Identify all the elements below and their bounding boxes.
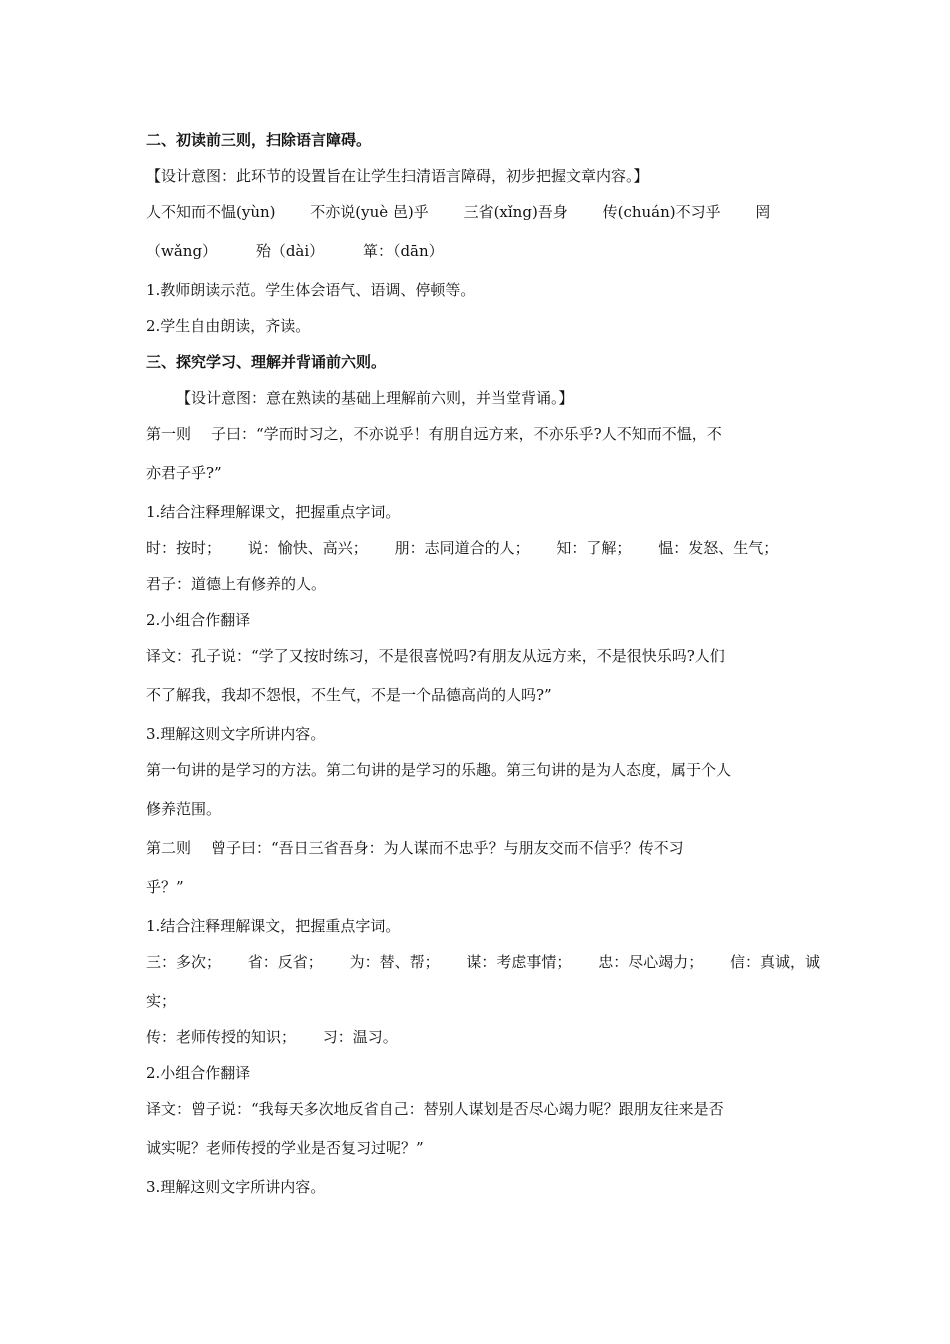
pinyin-item: 传(chuán)不习乎 xyxy=(602,203,721,221)
gloss-item: 谋：考虑事情； xyxy=(466,953,572,971)
gloss-item: 省：反省； xyxy=(247,953,323,971)
gloss-item: 三：多次； xyxy=(146,953,222,971)
gloss-item: 习：温习。 xyxy=(322,1028,398,1046)
first-gloss-line-2: 君子：道德上有修养的人。 xyxy=(146,575,327,593)
second-translation-line-1: 译文：曾子说：“我每天多次地反省自己：替别人谋划是否尽心竭力呢？跟朋友往来是否 xyxy=(146,1100,724,1118)
design-intent-3: 【设计意图：意在熟读的基础上理解前六则，并当堂背诵。】 xyxy=(176,389,574,407)
pinyin-item: 殆（dài） xyxy=(255,242,325,260)
gloss-item: 朋：志同道合的人； xyxy=(394,539,530,557)
quote-label: 第二则 xyxy=(146,839,192,857)
gloss-item: 信：真诚，诚 xyxy=(729,953,820,971)
second-gloss-line-3 xyxy=(146,1019,806,1055)
second-gloss-line-2: 实； xyxy=(146,992,177,1010)
pinyin-line-2 xyxy=(146,233,806,272)
gloss-item: 知：了解； xyxy=(556,539,632,557)
first-translation-line-1: 译文：孔子说：“学了又按时练习，不是很喜悦吗?有朋友从远方来，不是很快乐吗?人们 xyxy=(146,647,725,665)
quote-text: 子曰：“学而时习之，不亦说乎！有朋自远方来，不亦乐乎?人不知而不愠，不 xyxy=(211,425,722,443)
section-heading-3: 三、探究学习、理解并背诵前六则。 xyxy=(146,353,387,371)
pinyin-item: 人不知而不愠(yùn) xyxy=(146,203,276,221)
first-content-line-1: 第一句讲的是学习的方法。第二句讲的是学习的乐趣。第三句讲的是为人态度，属于个人 xyxy=(146,761,732,779)
gloss-item: 时：按时； xyxy=(146,539,222,557)
step-item: 1.教师朗读示范。学生体会语气、语调、停顿等。 xyxy=(146,281,476,299)
pinyin-item: 不亦说(yuè 邑)乎 xyxy=(310,203,429,221)
pinyin-item: 罔 xyxy=(755,203,771,221)
quote-text: 曾子曰：“吾日三省吾身：为人谋而不忠乎？与朋友交而不信乎？传不习 xyxy=(211,839,684,857)
section-heading-2: 二、初读前三则，扫除语言障碍。 xyxy=(146,131,372,149)
first-quote-line-1 xyxy=(146,416,806,455)
design-intent-2: 【设计意图：此环节的设置旨在让学生扫清语言障碍，初步把握文章内容。】 xyxy=(146,167,649,185)
pinyin-item: 三省(xǐng)吾身 xyxy=(463,203,568,221)
second-quote-line-1 xyxy=(146,830,806,869)
second-quote-line-2: 乎？” xyxy=(146,878,184,896)
pinyin-line-1 xyxy=(146,194,806,233)
step-item: 1.结合注释理解课文，把握重点字词。 xyxy=(146,503,401,521)
second-gloss-line-1 xyxy=(146,944,820,983)
first-content-line-2: 修养范围。 xyxy=(146,800,222,818)
first-quote-line-2: 亦君子乎?” xyxy=(146,464,222,482)
step-item: 2.小组合作翻译 xyxy=(146,1064,251,1082)
step-item: 3.理解这则文字所讲内容。 xyxy=(146,1178,326,1196)
second-translation-line-2: 诚实呢？老师传授的学业是否复习过呢？” xyxy=(146,1139,424,1157)
gloss-item: 忠：尽心竭力； xyxy=(598,953,704,971)
gloss-item: 说：愉快、高兴； xyxy=(247,539,368,557)
first-translation-line-2: 不了解我，我却不怨恨，不生气，不是一个品德高尚的人吗?” xyxy=(146,686,552,704)
pinyin-item: 箪：（dān） xyxy=(362,242,444,260)
gloss-item: 愠：发怒、生气； xyxy=(658,539,779,557)
gloss-item: 传：老师传授的知识； xyxy=(146,1028,297,1046)
step-item: 2.小组合作翻译 xyxy=(146,611,251,629)
quote-label: 第一则 xyxy=(146,425,192,443)
document-body xyxy=(146,122,820,1205)
step-item: 1.结合注释理解课文，把握重点字词。 xyxy=(146,917,401,935)
gloss-item: 为：替、帮； xyxy=(349,953,440,971)
pinyin-item: （wǎng） xyxy=(146,242,218,260)
first-gloss-line-1 xyxy=(146,530,806,566)
step-item: 3.理解这则文字所讲内容。 xyxy=(146,725,326,743)
step-item: 2.学生自由朗读，齐读。 xyxy=(146,317,311,335)
